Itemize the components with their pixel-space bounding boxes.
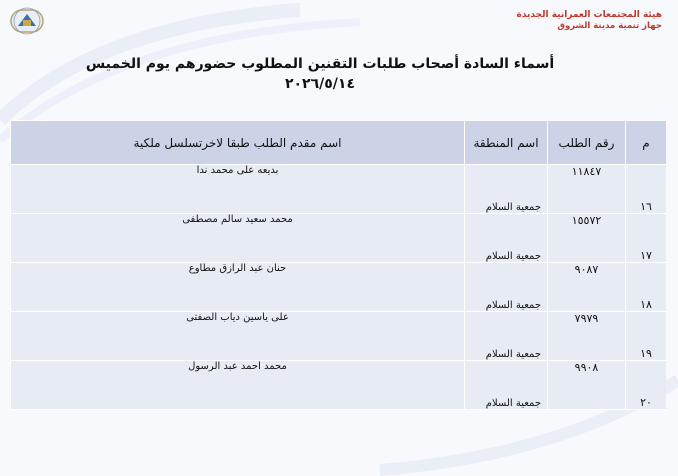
cell-area: جمعية السلام [465, 312, 548, 361]
cell-request-no: ١٥٥٧٢ [548, 214, 626, 263]
cell-name: محمد احمد عبد الرسول [11, 361, 465, 410]
header-no: م [626, 121, 667, 165]
cell-no: ١٦ [626, 165, 667, 214]
organization-logo [8, 6, 46, 36]
cell-no: ٢٠ [626, 361, 667, 410]
header-request-no: رقم الطلب [548, 121, 626, 165]
organization-name: هيئة المجتمعات العمرانية الجديدة [516, 10, 662, 20]
cell-no: ١٩ [626, 312, 667, 361]
cell-name: بديعه على محمد ندا [11, 165, 465, 214]
cell-area: جمعية السلام [465, 361, 548, 410]
table-row [11, 165, 667, 214]
header-name: اسم مقدم الطلب طبقا لاخرتسلسل ملكية [11, 121, 465, 165]
organization-subname: جهاز تنمية مدينة الشروق [557, 21, 662, 31]
cell-name: محمد سعيد سالم مصطفى [11, 214, 465, 263]
table-row [11, 312, 667, 361]
cell-request-no: ١١٨٤٧ [548, 165, 626, 214]
cell-request-no: ٧٩٧٩ [548, 312, 626, 361]
organization-header [517, 10, 662, 32]
table-row [11, 263, 667, 312]
table-row [11, 361, 667, 410]
page-title [40, 54, 600, 94]
cell-area: جمعية السلام [465, 263, 548, 312]
applicants-table [10, 120, 666, 410]
title-line: أسماء السادة أصحاب طلبات التقنين المطلوب حضورهم يوم الخميس [85, 56, 555, 72]
header-area: اسم المنطقة [465, 121, 548, 165]
cell-name: حنان عبد الرازق مطاوع [11, 263, 465, 312]
cell-no: ١٨ [626, 263, 667, 312]
cell-name: على ياسين دياب الصفتى [11, 312, 465, 361]
cell-request-no: ٩٩٠٨ [548, 361, 626, 410]
table-row [11, 214, 667, 263]
cell-area: جمعية السلام [465, 165, 548, 214]
table-header-row [11, 121, 667, 165]
cell-no: ١٧ [626, 214, 667, 263]
title-date: ٢٠٢٦/٥/١٤ [284, 76, 356, 92]
cell-area: جمعية السلام [465, 214, 548, 263]
cell-request-no: ٩٠٨٧ [548, 263, 626, 312]
